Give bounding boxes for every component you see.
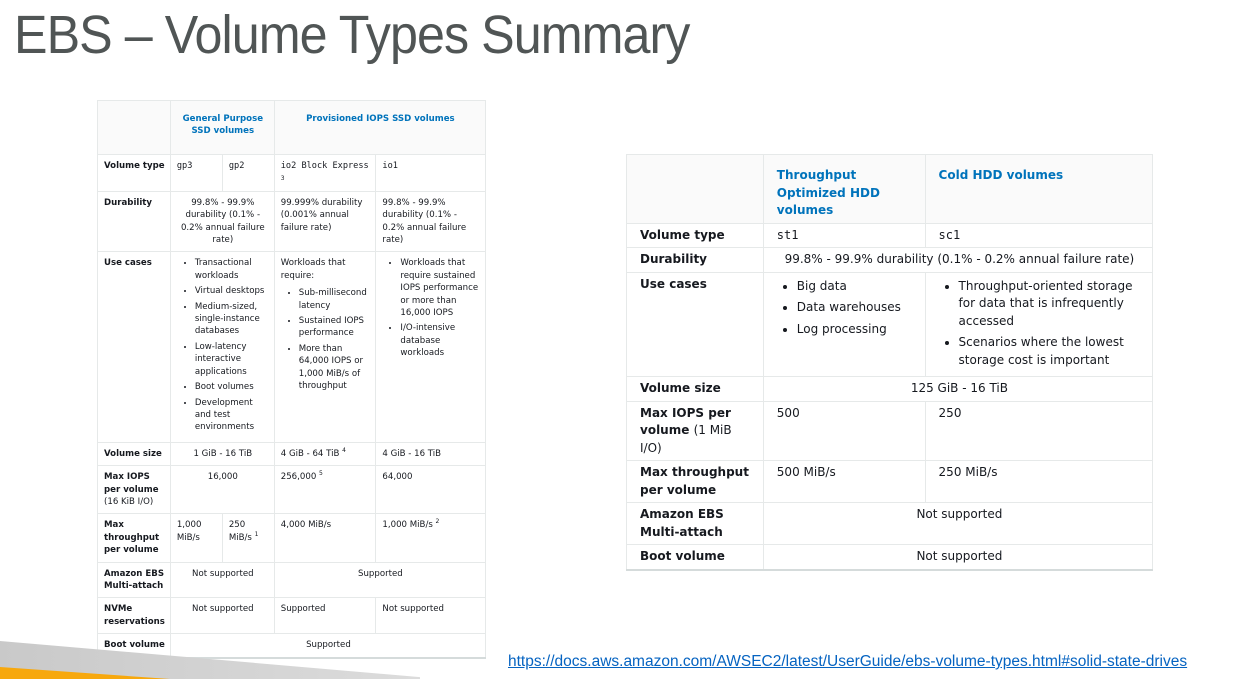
list-item: • Big data xyxy=(797,278,915,296)
cell-io-multi-attach: Supported xyxy=(274,562,485,598)
label-extra: (1 MiB I/O) xyxy=(640,423,732,455)
cell-gp3-throughput: 1,000 MiB/s xyxy=(170,514,222,562)
row-label-use-cases: Use cases xyxy=(98,252,171,442)
hdd-volume-table xyxy=(626,154,1153,571)
ssd-volume-table xyxy=(97,100,486,659)
row-label-volume-size: Volume size xyxy=(627,377,764,402)
row-label-multi-attach: Amazon EBS Multi-attach xyxy=(98,562,171,598)
list-item: • Scenarios where the lowest storage cost is important xyxy=(959,334,1142,369)
cell-gp-max-iops: 16,000 xyxy=(170,466,274,514)
io2-use-case-intro: Workloads that require: xyxy=(280,258,346,281)
cell-io2-volume-size xyxy=(274,442,376,465)
cell-sc1-max-iops: 250 xyxy=(925,401,1152,461)
header-cold-hdd[interactable]: Cold HDD volumes xyxy=(925,155,1152,224)
table-row xyxy=(98,514,486,562)
table-row xyxy=(627,223,1153,248)
list-item: • More than 64,000 IOPS or 1,000 MiB/s of throughput xyxy=(299,343,371,393)
cell-all-durability: 99.8% - 99.9% durability (0.1% - 0.2% annual failure rate) xyxy=(763,248,1152,273)
value: 1,000 MiB/s xyxy=(382,520,433,531)
footnote-ref[interactable]: 3 xyxy=(280,175,285,183)
row-label-durability: Durability xyxy=(98,191,171,252)
cell-io1-max-iops: 64,000 xyxy=(376,466,486,514)
row-label-volume-size: Volume size xyxy=(98,442,171,465)
list-item: • Medium-sized, single-instance databases xyxy=(195,301,269,338)
cell-all-volume-size: 125 GiB - 16 TiB xyxy=(763,377,1152,402)
list-item: • Throughput-oriented storage for data that is infrequently accessed xyxy=(959,278,1142,331)
list-item: • Data warehouses xyxy=(797,299,915,317)
cell-sc1-use-cases xyxy=(925,272,1152,377)
cell-all-multi-attach: Not supported xyxy=(763,503,1152,545)
cell-gp-volume-size: 1 GiB - 16 TiB xyxy=(170,442,274,465)
table-row xyxy=(627,503,1153,545)
list-item: • I/O-intensive database workloads xyxy=(400,322,480,359)
cell-io1: io1 xyxy=(376,155,486,192)
cell-gp-nvme: Not supported xyxy=(170,598,274,634)
footnote-ref[interactable]: 2 xyxy=(435,518,440,526)
table-row xyxy=(627,461,1153,503)
cell-gp2-throughput xyxy=(222,514,274,562)
table-row xyxy=(98,634,486,658)
label-extra: (16 KiB I/O) xyxy=(104,496,154,507)
table-row xyxy=(98,191,486,252)
value: 250 MiB/s xyxy=(228,520,252,543)
io2-name: io2 Block Express xyxy=(280,161,369,171)
label: Max IOPS per volume xyxy=(640,405,731,437)
footnote-ref[interactable]: 4 xyxy=(342,446,346,454)
row-label-use-cases: Use cases xyxy=(627,272,764,377)
cell-all-boot: Supported xyxy=(170,634,485,658)
reference-link[interactable]: https://docs.aws.amazon.com/AWSEC2/latest/UserGuide/ebs-volume-types.html#solid-state-drives xyxy=(508,653,1188,670)
cell-st1-use-cases xyxy=(763,272,925,377)
table-row xyxy=(627,272,1153,377)
row-label-multi-attach: Amazon EBS Multi-attach xyxy=(627,503,764,545)
row-label-volume-type: Volume type xyxy=(627,223,764,248)
table-header-row xyxy=(98,101,486,155)
table-row xyxy=(98,562,486,598)
cell-gp2: gp2 xyxy=(222,155,274,192)
row-label-max-throughput: Max throughput per volume xyxy=(627,461,764,503)
header-corner xyxy=(627,155,764,224)
cell-gp-multi-attach: Not supported xyxy=(170,562,274,598)
cell-io2 xyxy=(274,155,376,192)
cell-gp-durability: 99.8% - 99.9% durability (0.1% - 0.2% annual failure rate) xyxy=(170,191,274,252)
table-row xyxy=(98,466,486,514)
table-header-row xyxy=(627,155,1153,224)
cell-io2-durability: 99.999% durability (0.001% annual failure rate) xyxy=(274,191,376,252)
footnote-ref[interactable]: 5 xyxy=(319,470,323,478)
cell-gp-use-cases xyxy=(170,252,274,442)
cell-gp3: gp3 xyxy=(170,155,222,192)
header-general-purpose-ssd[interactable]: General Purpose SSD volumes xyxy=(170,101,274,155)
row-label-max-iops xyxy=(98,466,171,514)
list-item: • Transactional workloads xyxy=(195,257,269,282)
cell-sc1: sc1 xyxy=(925,223,1152,248)
list-item: • Sustained IOPS performance xyxy=(299,315,371,340)
cell-io1-nvme: Not supported xyxy=(376,598,486,634)
table-row xyxy=(627,248,1153,273)
cell-io2-nvme: Supported xyxy=(274,598,376,634)
row-label-max-throughput: Max throughput per volume xyxy=(98,514,171,562)
list-item: • Log processing xyxy=(797,321,915,339)
list-item: • Virtual desktops xyxy=(195,285,269,297)
list-item: • Boot volumes xyxy=(195,381,269,393)
io2-use-case-list xyxy=(281,287,371,392)
cell-io1-volume-size: 4 GiB - 16 TiB xyxy=(376,442,486,465)
table-row xyxy=(98,252,486,442)
row-label-nvme: NVMe reservations xyxy=(98,598,171,634)
row-label-volume-type: Volume type xyxy=(98,155,171,192)
header-provisioned-iops-ssd[interactable]: Provisioned IOPS SSD volumes xyxy=(274,101,485,155)
cell-all-boot: Not supported xyxy=(763,545,1152,570)
cell-st1-throughput: 500 MiB/s xyxy=(763,461,925,503)
table-row xyxy=(627,401,1153,461)
sc1-use-case-list xyxy=(939,278,1142,370)
table-row xyxy=(98,598,486,634)
row-label-boot-volume: Boot volume xyxy=(627,545,764,570)
list-item: • Low-latency interactive applications xyxy=(195,341,269,378)
cell-io1-durability: 99.8% - 99.9% durability (0.1% - 0.2% annual failure rate) xyxy=(376,191,486,252)
row-label-durability: Durability xyxy=(627,248,764,273)
table-row xyxy=(627,377,1153,402)
row-label-boot-volume: Boot volume xyxy=(98,634,171,658)
table-row xyxy=(98,442,486,465)
cell-io1-throughput xyxy=(376,514,486,562)
header-throughput-optimized-hdd[interactable]: Throughput Optimized HDD volumes xyxy=(763,155,925,224)
value: 256,000 xyxy=(280,472,317,483)
cell-io2-throughput: 4,000 MiB/s xyxy=(274,514,376,562)
cell-sc1-throughput: 250 MiB/s xyxy=(925,461,1152,503)
gp-use-case-list xyxy=(177,257,269,433)
row-label-max-iops xyxy=(627,401,764,461)
value: 4 GiB - 64 TiB xyxy=(280,448,340,459)
io1-use-case-list xyxy=(382,257,480,359)
cell-io2-max-iops xyxy=(274,466,376,514)
slide-title: EBS – Volume Types Summary xyxy=(14,5,690,65)
cell-io1-use-cases xyxy=(376,252,486,442)
cell-io2-use-cases xyxy=(274,252,376,442)
header-corner xyxy=(98,101,171,155)
list-item: • Workloads that require sustained IOPS performance or more than 16,000 IOPS xyxy=(400,257,480,319)
st1-use-case-list xyxy=(777,278,915,339)
cell-st1-max-iops: 500 xyxy=(763,401,925,461)
footnote-ref[interactable]: 1 xyxy=(254,530,259,538)
table-row xyxy=(627,545,1153,570)
label: Max IOPS per volume xyxy=(104,472,159,495)
cell-st1: st1 xyxy=(763,223,925,248)
list-item: • Development and test environments xyxy=(195,397,269,434)
list-item: • Sub-millisecond latency xyxy=(299,287,371,312)
table-row xyxy=(98,155,486,192)
